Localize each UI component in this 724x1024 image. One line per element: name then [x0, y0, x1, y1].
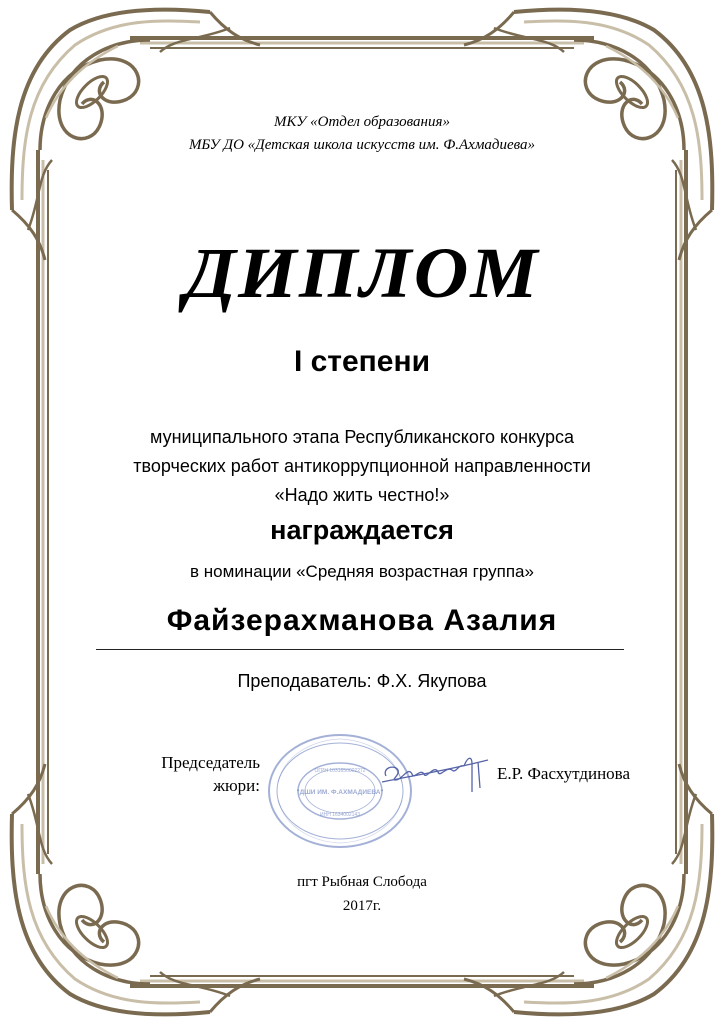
nomination-text: в номинации «Средняя возрастная группа»: [190, 562, 534, 581]
contest-line-1: муниципального этапа Республиканского конкурса: [150, 427, 574, 447]
stamp-inn: ИНН 1634002143: [319, 812, 361, 818]
contest-line-2: творческих работ антикоррупционной направленности: [133, 456, 591, 476]
teacher-text: Преподаватель: Ф.Х. Якупова: [237, 671, 487, 691]
jury-label-line-2: жюри:: [213, 776, 260, 795]
jury-chair-name: Е.Р. Фасхутдинова: [497, 764, 631, 783]
name-underline: [96, 649, 624, 650]
winner-name: Файзерахманова Азалия: [166, 604, 558, 637]
footer-town: пгт Рыбная Слобода: [297, 874, 427, 890]
jury-label-line-1: Председатель: [161, 753, 260, 772]
stamp-ogrn: ОГРН 1031650002272: [314, 768, 366, 774]
jury-chair-signature: [380, 752, 490, 797]
issuer-line-1: МКУ «Отдел образования»: [274, 114, 450, 130]
stamp-center-text: "ДШИ ИМ. Ф.АХМАДИЕВА": [296, 789, 384, 796]
diploma-title: ДИПЛОМ: [184, 233, 540, 313]
awarded-heading: награждается: [270, 515, 454, 545]
jury-chair-label: [138, 751, 260, 797]
diploma-degree: I степени: [293, 345, 431, 378]
footer-year: 2017г.: [342, 898, 382, 914]
contest-line-3: «Надо жить честно!»: [274, 485, 450, 505]
issuer-line-2: МБУ ДО «Детская школа искусств им. Ф.Ахмадиева»: [188, 137, 536, 153]
